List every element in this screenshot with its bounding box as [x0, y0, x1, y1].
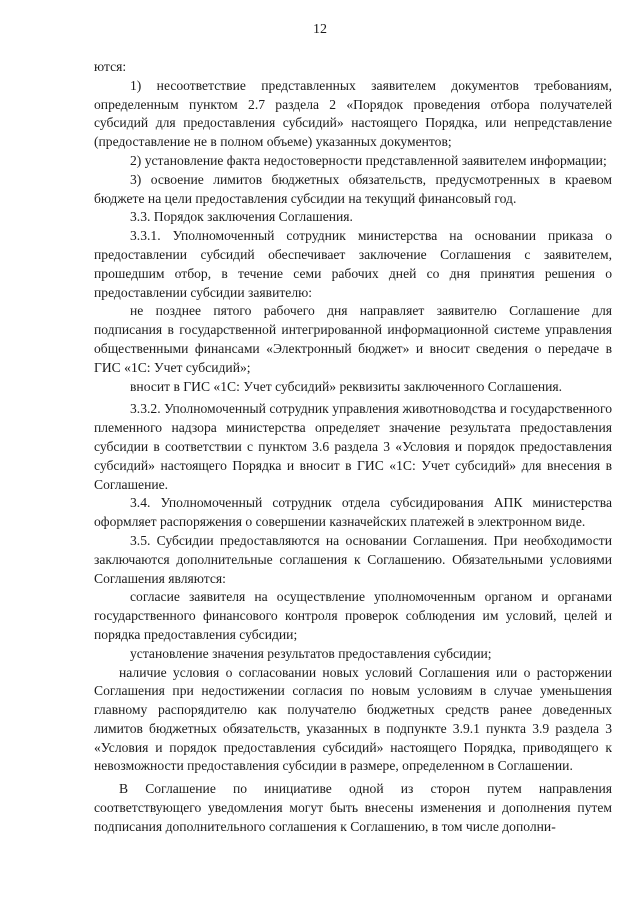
paragraph-item-1: 1) несоответствие представленных заявителем документов требованиям, определенным пунктом 2.7 раздела 2 «Порядок проведения отбора получателей субсидий для предоставления субсидий» настоящего Порядка, или непредставление (предоставление не в полном объеме) указанных документов; [94, 77, 612, 150]
paragraph-item-2: 2) установление факта недостоверности представленной заявителем информации; [130, 152, 607, 168]
paragraph-amendments: В Соглашение по инициативе одной из сторон путем направления соответствующего уведомления могут быть внесены изменения и дополнения путем подписания дополнительного соглашения к Соглашению, в том числе дополни- [94, 781, 612, 834]
paragraph-3-4: 3.4. Уполномоченный сотрудник отдела субсидирования АПК министерства оформляет распоряжения о совершении казначейских платежей в электронном виде. [94, 495, 612, 530]
document-body [94, 58, 612, 837]
paragraph-3-3-2: 3.3.2. Уполномоченный сотрудник управления животноводства и государственного племенного надзора министерства определяет значение результата предоставления субсидии в соответствии с пунктом 3.6 раздела 3 «Условия и порядок предоставления субсидий» настоящего Порядка и вносит в ГИС «1С: Учет субсидий» для внесения в Соглашение. [94, 401, 612, 492]
section-heading-3-3: 3.3. Порядок заключения Соглашения. [130, 209, 353, 225]
paragraph-3-5: 3.5. Субсидии предоставляются на основании Соглашения. При необходимости заключаются дополнительные соглашения к Соглашению. Обязательными условиями Соглашения являются: [94, 532, 612, 586]
paragraph-item-3: 3) освоение лимитов бюджетных обязательств, предусмотренных в краевом бюджете на цели предоставления субсидии на текущий финансовый год. [94, 171, 612, 206]
paragraph-3-3-1: 3.3.1. Уполномоченный сотрудник министерства на основании приказа о предоставлении субсидий обеспечивает заключение Соглашения с заявителем, прошедшим отбор, в течение семи рабочих дней со дня принятия решения о предоставлении субсидии заявителю: [94, 228, 612, 300]
paragraph-sending-agreement: не позднее пятого рабочего дня направляет заявителю Соглашение для подписания в государственной интегрированной информационной системе управления общественными финансами «Электронный бюджет» и вносит сведения о передаче в ГИС «1С: Учет субсидий»; [94, 303, 612, 375]
paragraph-results: установление значения результатов предоставления субсидии; [130, 645, 492, 661]
paragraph-requisites: вносит в ГИС «1С: Учет субсидий» реквизиты заключенного Соглашения. [130, 378, 563, 394]
paragraph-continuation: ются: [94, 59, 127, 74]
page-number: 12 [313, 22, 327, 37]
paragraph-consent: согласие заявителя на осуществление уполномоченным органом и органами государственного финансового контроля проверок соблюдения им условий, целей и порядка предоставления субсидии; [94, 589, 612, 642]
paragraph-new-conditions: наличие условия о согласовании новых условий Соглашения или о расторжении Соглашения при недостижении согласия по новым условиям в случае уменьшения главному распорядителю как получателю бюджетных средств ранее доведенных лимитов бюджетных обязательств, указанных в подпункте 3.9.1 пункта 3.9 раздела 3 «Условия и порядок предоставления субсидий» настоящего Порядка, приводящего к невозможности предоставления субсидии в размере, определенном в Соглашении. [94, 664, 612, 774]
